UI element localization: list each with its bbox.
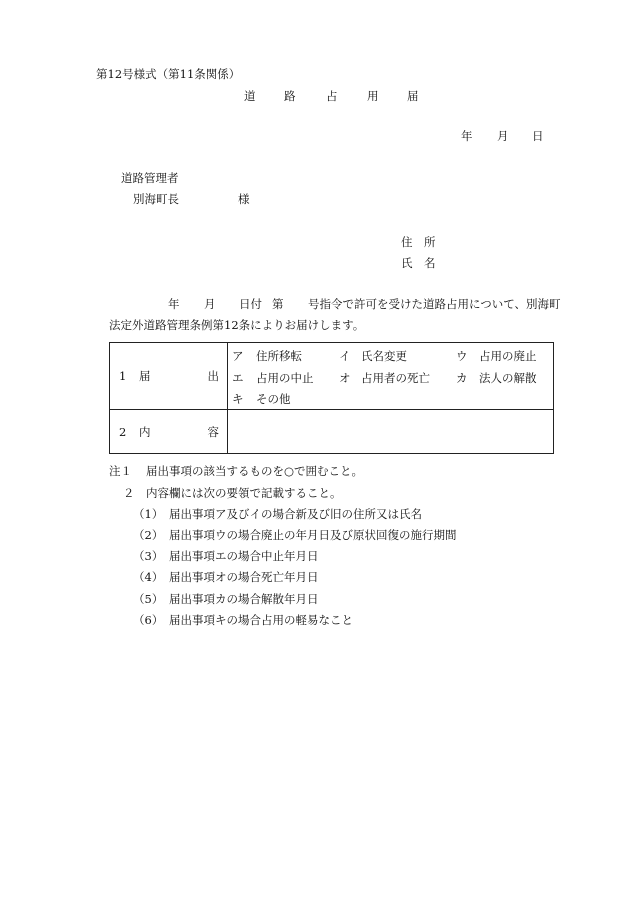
sub-item-number: （5） [133,592,164,606]
title-char: 用 [367,89,379,103]
item-text: 占用者の死亡 [361,371,430,385]
title-char: 道 [244,89,256,103]
address-label-char: 所 [424,235,436,249]
sub-item-text: 届出事項オの場合死亡年月日 [169,570,319,584]
addressee-honorific: 様 [238,192,250,206]
item-key: ア [232,349,244,363]
row-number: 2 [119,424,127,439]
addressee-title: 道路管理者 [121,171,179,185]
row-label-char: 出 [207,369,219,383]
note2-text: 内容欄には次の要領で記載すること。 [146,486,342,500]
sub-item-text: 届出事項カの場合解散年月日 [169,592,319,606]
note1-prefix: 注１ [109,464,132,478]
date-month: 月 [497,129,509,143]
sub-item-number: （4） [133,570,164,584]
body-line1-rest: 号指令で許可を受けた道路占用について、別海町 [308,297,561,311]
body-year: 年 [168,297,180,311]
sub-item-number: （2） [133,528,164,542]
sub-item-text: 届出事項ウの場合廃止の年月日及び原状回復の施行期間 [169,528,457,542]
sub-item-number: （3） [133,549,164,563]
date-year: 年 [461,129,473,143]
sub-item-text: 届出事項ア及びイの場合新及び旧の住所又は氏名 [169,507,422,521]
title-char: 届 [407,89,419,103]
row-label-char: 容 [207,424,219,439]
content-cell[interactable] [228,410,554,454]
notification-table [109,342,554,454]
row-number: 1 [119,369,127,383]
item-key: キ [232,392,244,406]
item-key: カ [456,371,468,385]
item-text: 占用の廃止 [479,349,537,363]
name-label-char: 名 [424,256,436,270]
sub-item-number: （6） [133,613,164,627]
form-number: 第12号様式（第11条関係） [96,67,241,81]
notification-items-cell [228,343,554,410]
item-text: 法人の解散 [479,371,537,385]
title-char: 路 [284,89,296,103]
body-month: 月 [204,297,216,311]
item-key: エ [232,371,244,385]
item-key: イ [339,349,351,363]
body-day: 日付 [239,297,262,311]
addressee-name: 別海町長 [133,192,179,206]
row-label-char: 内 [139,424,151,439]
row-label-char: 届 [139,369,151,383]
sub-item-number: （1） [133,507,164,521]
content-label-cell [110,410,228,454]
note1-text: 届出事項の該当するものを○で囲むこと。 [146,464,364,478]
table-row [110,343,554,410]
sub-item-text: 届出事項エの場合中止年月日 [169,549,319,563]
item-text: 氏名変更 [361,349,407,363]
date-day: 日 [532,129,544,143]
table-row [110,410,554,454]
item-text: その他 [256,392,291,406]
item-key: オ [339,371,351,385]
title-char: 占 [326,89,338,103]
item-text: 占用の中止 [256,371,314,385]
address-label-char: 住 [401,235,413,249]
item-key: ウ [456,349,468,363]
note2-prefix: ２ [123,486,135,500]
item-text: 住所移転 [256,349,302,363]
name-label-char: 氏 [401,256,413,270]
body-number-prefix: 第 [272,297,284,311]
sub-item-text: 届出事項キの場合占用の軽易なこと [169,613,353,627]
notification-label-cell [110,343,228,410]
body-line2: 法定外道路管理条例第12条によりお届けします。 [109,318,365,332]
